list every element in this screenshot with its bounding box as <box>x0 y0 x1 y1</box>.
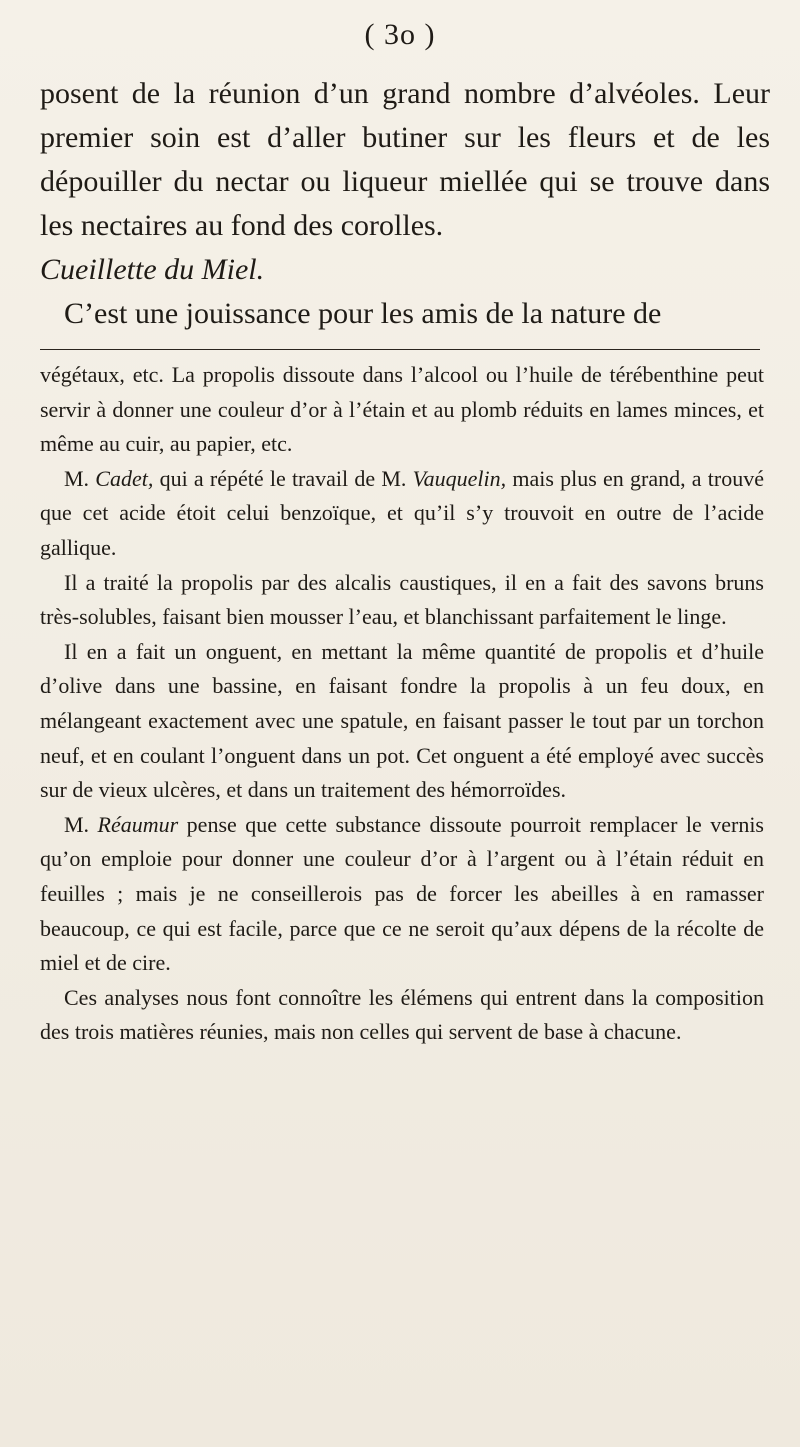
footnote-paragraph-6: Ces analyses nous font connoître les élémens qui entrent dans la composition des trois matières réunies, mais non celles qui servent de base à chacune. <box>40 984 764 1045</box>
footnote-paragraph-1: végétaux, etc. La propolis dissoute dans l’alcool ou l’huile de térébenthine peut servir à donner une couleur d’or à l’étain et au plomb réduits en lames minces, et même au cuir, au papier, etc. <box>40 362 764 457</box>
footnote-paragraph-5 <box>40 808 764 981</box>
footnote-p2-rest: mais plus en grand, a trouvé que cet acide étoit celui benzoïque, et qu’il s’y trouvoit en outre de l’acide gallique. <box>40 465 764 560</box>
footnote-p5-prefix: M. <box>64 811 98 837</box>
author-name-reaumur: Réaumur <box>97 811 179 837</box>
main-text-block <box>40 72 770 336</box>
author-name-vauquelin: Vauquelin, <box>412 465 507 491</box>
footnote-paragraph-4: Il en a fait un onguent, en mettant la même quantité de propolis et d’huile d’olive dans une bassine, en faisant fondre la propolis à un feu doux, en mélangeant exactement avec une spatule, en faisant passer le tout par un torchon neuf, et en coulant l’onguent dans un pot. Cet onguent a été employé avec succès sur de vieux ulcères, et dans un traitement des hémorroïdes. <box>40 638 764 803</box>
footnote-paragraph-3: Il a traité la propolis par des alcalis caustiques, il en a fait des savons bruns très-solubles, faisant bien mousser l’eau, et blanchissant parfaitement le linge. <box>40 569 764 630</box>
footnote-divider <box>40 349 760 350</box>
footnote-p2-prefix: M. <box>64 465 96 491</box>
page-number: ( 3o ) <box>364 18 436 51</box>
footnote-p2-mid: qui a répété le travail de M. <box>153 465 413 491</box>
author-name-cadet: Cadet, <box>95 465 154 491</box>
footnote-paragraph-2 <box>40 462 764 566</box>
main-paragraph-opening: posent de la réunion d’un grand nombre d’alvéoles. Leur premier soin est d’aller butiner sur les fleurs et de les dépouiller du nectar ou liqueur miellée qui se trouve dans les nectaires au fond des corolles. <box>40 77 770 242</box>
footnote-p5-rest: pense que cette substance dissoute pourroit remplacer le vernis qu’on emploie pour donner une couleur d’or à l’argent ou à l’étain réduit en feuilles ; mais je ne conseillerois pas de forcer les abeilles à en ramasser beaucoup, ce qui est facile, parce que ce ne seroit qu’aux dépens de la récolte de miel et de cire. <box>40 811 764 976</box>
footnote-block <box>40 358 764 1050</box>
section-title: Cueillette du Miel. <box>40 253 265 286</box>
main-paragraph-section-start: C’est une jouissance pour les amis de la nature de <box>64 297 662 330</box>
